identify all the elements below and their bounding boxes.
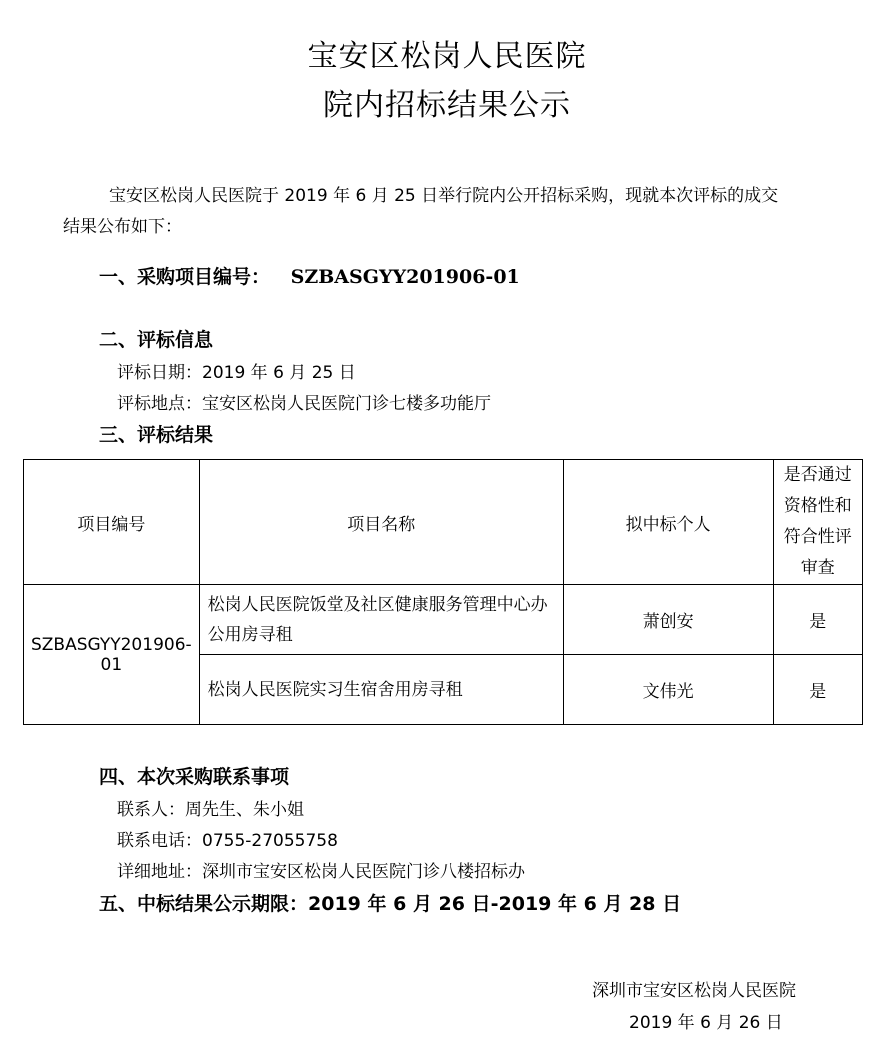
- cell-winner: 文伟光: [563, 655, 773, 725]
- section1-heading: [99, 264, 520, 290]
- section1-project-code: SZBASGYY201906-01: [290, 266, 520, 288]
- cell-passed: 是: [773, 655, 862, 725]
- table-row: [24, 585, 863, 655]
- contact-address: 详细地址：深圳市宝安区松岗人民医院门诊八楼招标办: [117, 862, 525, 882]
- footer-organization: 深圳市宝安区松岗人民医院: [592, 981, 796, 1001]
- section2-heading: 二、评标信息: [99, 329, 214, 351]
- intro-line2: 结果公布如下：: [63, 217, 182, 237]
- cell-project-name: 松岗人民医院饭堂及社区健康服务管理中心办公用房寻租: [199, 585, 563, 655]
- contact-person: 联系人：周先生、朱小姐: [117, 800, 304, 820]
- results-table: [23, 459, 863, 725]
- cell-project-code: SZBASGYY201906-01: [24, 585, 200, 725]
- contact-phone: 联系电话：0755-27055758: [117, 831, 338, 851]
- evaluation-date: 评标日期：2019 年 6 月 25 日: [117, 363, 356, 383]
- intro-line1: 宝安区松岗人民医院于 2019 年 6 月 25 日举行院内公开招标采购，现就本次评标的成交: [109, 186, 779, 206]
- cell-project-name: 松岗人民医院实习生宿舍用房寻租: [199, 655, 563, 725]
- header-project-code: 项目编号: [24, 460, 200, 585]
- section5-heading: 五、中标结果公示期限：2019 年 6 月 26 日-2019 年 6 月 28 日: [99, 893, 682, 915]
- document-title-line1: 宝安区松岗人民医院: [307, 39, 587, 74]
- footer-date: 2019 年 6 月 26 日: [629, 1013, 783, 1033]
- header-qualification: 是否通过资格性和符合性评审查: [773, 460, 862, 585]
- cell-winner: 萧创安: [563, 585, 773, 655]
- header-project-name: 项目名称: [199, 460, 563, 585]
- document-title-line2: 院内招标结果公示: [323, 88, 571, 123]
- section3-heading: 三、评标结果: [99, 424, 214, 446]
- table-header-row: [24, 460, 863, 585]
- header-winner: 拟中标个人: [563, 460, 773, 585]
- section1-label: 一、采购项目编号：: [99, 266, 271, 288]
- cell-passed: 是: [773, 585, 862, 655]
- section4-heading: 四、本次采购联系事项: [99, 766, 290, 788]
- evaluation-location: 评标地点：宝安区松岗人民医院门诊七楼多功能厅: [117, 394, 491, 414]
